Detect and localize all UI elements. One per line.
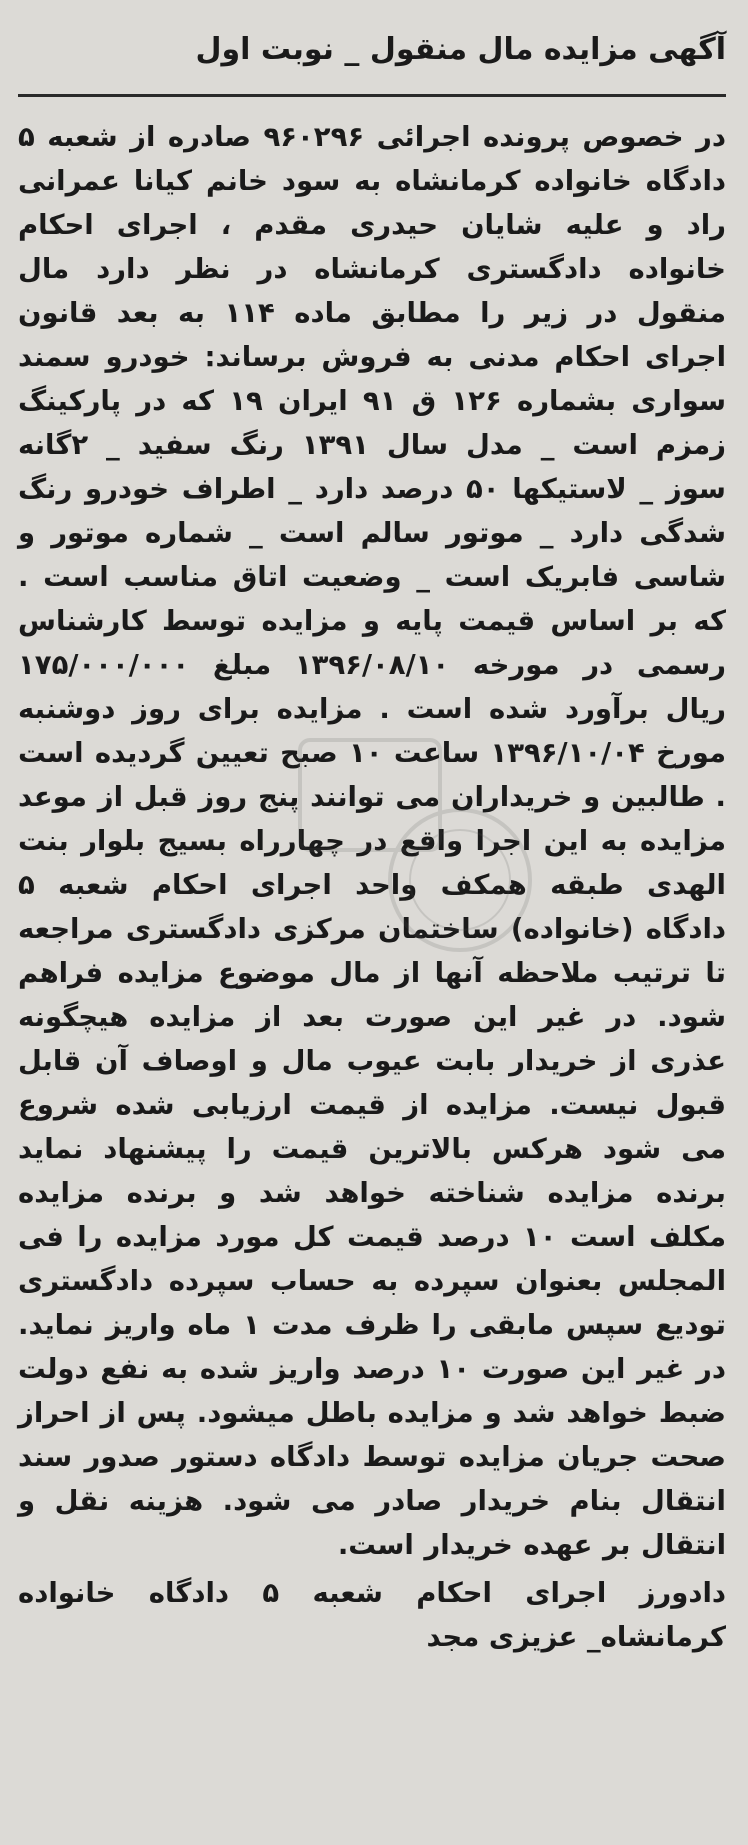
notice-title: آگهی مزایده مال منقول _ نوبت اول: [195, 31, 726, 67]
title-row: [18, 18, 726, 80]
notice-signature: دادورز اجرای احکام شعبه ۵ دادگاه خانواده کرمانشاه_ عزیزی مجد: [18, 1577, 727, 1653]
title-divider: [18, 94, 726, 97]
notice-body: در خصوص پرونده اجرائی ۹۶۰۲۹۶ صادره از شعبه ۵ دادگاه خانواده کرمانشاه به سود خانم کیانا عمرانی راد و علیه شایان حیدری مقدم ، اجرای احکام خانواده دادگستری کرمانشاه در نظر دارد مال منقول در زیر را مطابق ماده ۱۱۴ به بعد قانون اجرای احکام مدنی به فروش برساند: خودرو سمند سواری بشماره ۱۲۶ ق ۹۱ ایران ۱۹ که در پارکینگ زمزم است _ مدل سال ۱۳۹۱ رنگ سفید _ ۲گانه سوز _ لاستیکها ۵۰ درصد دارد _ اطراف خودرو رنگ شدگی دارد _ موتور سالم است _ شماره موتور و شاسی فابریک است _ وضعیت اتاق مناسب است . که بر اساس قیمت پایه و مزایده توسط کارشناس رسمی در مورخه ۱۳۹۶/۰۸/۱۰ مبلغ ۱۷۵/۰۰۰/۰۰۰ ریال برآورد شده است . مزایده برای روز دوشنبه مورخ ۱۳۹۶/۱۰/۰۴ ساعت ۱۰ صبح تعیین گردیده است . طالبین و خریداران می توانند پنج روز قبل از موعد مزایده به این اجرا واقع در چهارراه بسیج بلوار بنت الهدی طبقه همکف واحد اجرای احکام شعبه ۵ دادگاه (خانواده) ساختمان مرکزی دادگستری مراجعه تا ترتیب ملاحظه آنها از مال موضوع مزایده فراهم شود. در غیر این صورت بعد از مزایده هیچگونه عذری از خریدار بابت عیوب مال و اوصاف آن قابل قبول نیست. مزایده از قیمت ارزیابی شده شروع می شود هرکس بالاترین قیمت را پیشنهاد نماید برنده مزایده شناخته خواهد شد و برنده مزایده مکلف است ۱۰ درصد قیمت کل مورد مزایده را فی المجلس بعنوان سپرده به حساب سپرده دادگستری تودیع سپس مابقی را ظرف مدت ۱ ماه واریز نماید. در غیر این صورت ۱۰ درصد واریز شده به نفع دولت ضبط خواهد شد و مزایده باطل میشود. پس از احراز صحت جریان مزایده توسط دادگاه دستور صدور سند انتقال بنام خریدار صادر می شود. هزینه نقل و انتقال بر عهده خریدار است.: [18, 121, 727, 1561]
